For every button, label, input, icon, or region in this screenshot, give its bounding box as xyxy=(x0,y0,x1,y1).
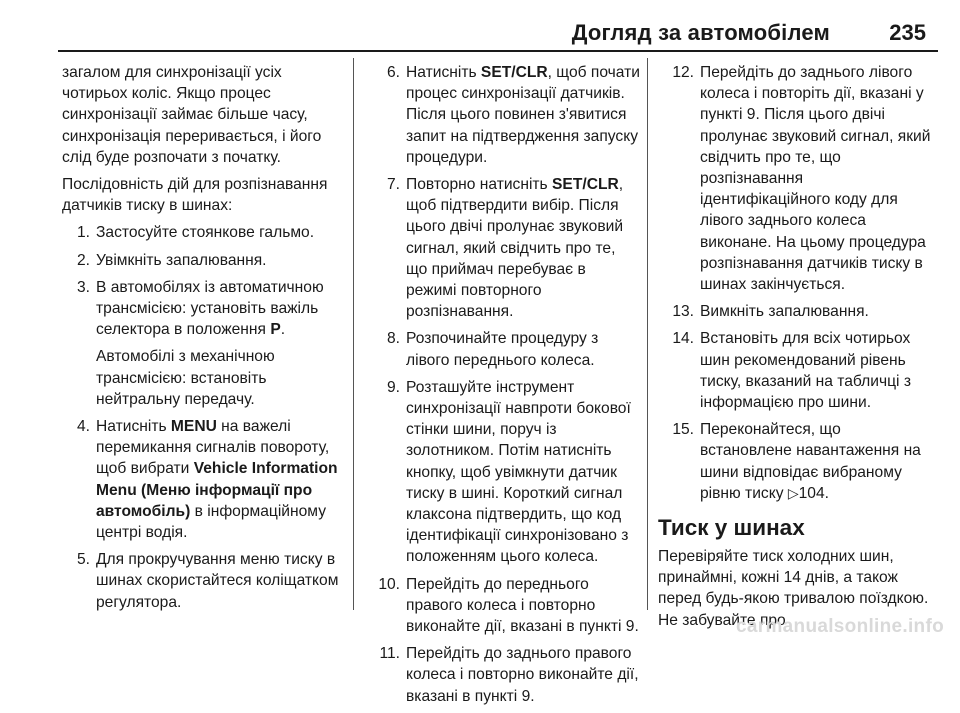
intro-paragraph: загалом для синхронізації усіх чотирьох коліс. Якщо процес синхронізації займає більше часу, синхронізація переривається, і його слід буде розпочати з початку. xyxy=(62,64,322,166)
page-header xyxy=(0,0,960,50)
page-title: Догляд за автомобілем xyxy=(571,20,830,45)
item-number: 14. xyxy=(672,330,694,348)
item-text: в інформаційному центрі водія. xyxy=(96,502,326,542)
gear-position-label: P xyxy=(270,321,281,339)
item-number: 8. xyxy=(386,330,400,348)
item-note: Автомобілі з механічною трансмісією: встановіть нейтральну передачу. xyxy=(96,348,275,408)
button-label: SET/CLR xyxy=(552,176,619,194)
item-text: Перейдіть до заднього правого колеса і повторно виконайте дії, вказані в пункті 9. xyxy=(406,645,639,705)
item-text: Встановіть для всіх чотирьох шин рекомендований рівень тиску, вказаний на табличці з інформацією про шини. xyxy=(700,330,911,412)
column-divider-1 xyxy=(353,58,354,610)
item-text: Для прокручування меню тиску в шинах скористайтеся коліщатком регулятора. xyxy=(96,551,339,611)
header-rule xyxy=(58,50,938,52)
list-item xyxy=(364,328,640,370)
item-text: Натисніть xyxy=(96,418,171,436)
list-item xyxy=(364,62,640,168)
item-text: . xyxy=(824,484,829,502)
section-heading: Тиск у шинах xyxy=(658,515,805,541)
item-number: 15. xyxy=(672,421,694,439)
item-number: 12. xyxy=(672,64,694,81)
item-number: 9. xyxy=(386,378,400,396)
column-divider-2 xyxy=(647,58,648,610)
list-item xyxy=(62,416,348,543)
item-text: , щоб почати процес синхронізації датчиків. Після цього повинен з'явитися запит на підтвердження запуску процедури. xyxy=(406,64,640,166)
item-text: . xyxy=(280,321,286,339)
item-number: 1. xyxy=(76,224,90,242)
item-number: 2. xyxy=(76,251,90,269)
list-item xyxy=(62,222,348,243)
item-text: В автомобілях із автоматичною трансмісією: установіть важіль селектора в положення xyxy=(96,278,324,339)
list-item xyxy=(658,301,934,322)
item-text: Увімкніть запалювання. xyxy=(96,251,267,269)
item-text: на важелі перемикання сигналів повороту, щоб вибрати xyxy=(96,418,330,478)
right-column xyxy=(658,62,934,637)
button-label: MENU xyxy=(170,418,217,436)
item-text: , щоб підтвердити вибір. Після цього двічі пролунає звуковий сигнал, який свідчить про те, що приймач перебуває в режимі повторного розпізнавання. xyxy=(406,176,624,321)
item-number: 10. xyxy=(378,575,400,593)
list-item xyxy=(658,328,934,413)
list-item xyxy=(658,419,934,504)
item-number: 11. xyxy=(379,645,400,663)
item-text: Перейдіть до заднього лівого колеса і повторіть дії, вказані у пункті 9. Після цього двічі пролунає звуковий сигнал, який свідчить про те, що розпізнавання ідентифікаційного коду для лівого заднього колеса виконане. На цьому процедура розпізнавання датчиків тиску в шинах закінчується. xyxy=(700,64,931,294)
page-number: 235 xyxy=(889,20,926,45)
item-number: 6. xyxy=(386,64,400,81)
list-item xyxy=(62,250,348,271)
list-item xyxy=(364,643,640,707)
item-number: 13. xyxy=(672,303,694,321)
item-number: 4. xyxy=(76,418,90,436)
item-number: 7. xyxy=(386,176,400,194)
list-item xyxy=(364,574,640,638)
list-item xyxy=(364,377,640,568)
list-item xyxy=(364,174,640,322)
middle-column xyxy=(364,62,640,713)
item-text: Розпочинайте процедуру з лівого переднього колеса. xyxy=(406,330,599,369)
watermark: carmanualsonline.info xyxy=(736,616,944,637)
item-text: Розташуйте інструмент синхронізації навпроти бокової стінки шини, поруч із золотником. Потім натисніть кнопку, щоб увімкнути датчик тиску в шині. Короткий сигнал клаксона підтвердить, що код ідентифікації синхронізовано з положенням цього колеса. xyxy=(406,378,631,566)
item-text: Натисніть xyxy=(406,64,481,81)
page-reference-link[interactable]: 104 xyxy=(798,484,825,502)
item-text: Вимкніть запалювання. xyxy=(700,303,869,321)
item-text: Переконайтеся, що встановлене навантаження на шини відповідає вибраному рівню тиску xyxy=(700,421,921,502)
page-reference-icon: ▷ xyxy=(787,484,799,501)
section-paragraph: Перевіряйте тиск холодних шин, принаймні, кожні 14 днів, а також перед будь-якою тривалою поїздкою. Не забувайте про xyxy=(658,548,929,629)
menu-label: Vehicle Information Menu (Меню інформації про автомобіль) xyxy=(96,460,338,520)
list-item xyxy=(62,277,348,410)
left-column xyxy=(62,62,348,619)
item-text: Повторно натисніть xyxy=(406,176,553,194)
item-text: Перейдіть до переднього правого колеса і повторно виконайте дії, вказані в пункті 9. xyxy=(406,575,639,636)
button-label: SET/CLR xyxy=(480,64,548,81)
sequence-intro: Послідовність дій для розпізнавання датчиків тиску в шинах: xyxy=(62,176,328,215)
item-text: Застосуйте стоянкове гальмо. xyxy=(96,224,315,242)
list-item xyxy=(658,62,934,295)
list-item xyxy=(62,549,348,613)
item-number: 5. xyxy=(76,551,90,569)
item-number: 3. xyxy=(76,278,90,296)
